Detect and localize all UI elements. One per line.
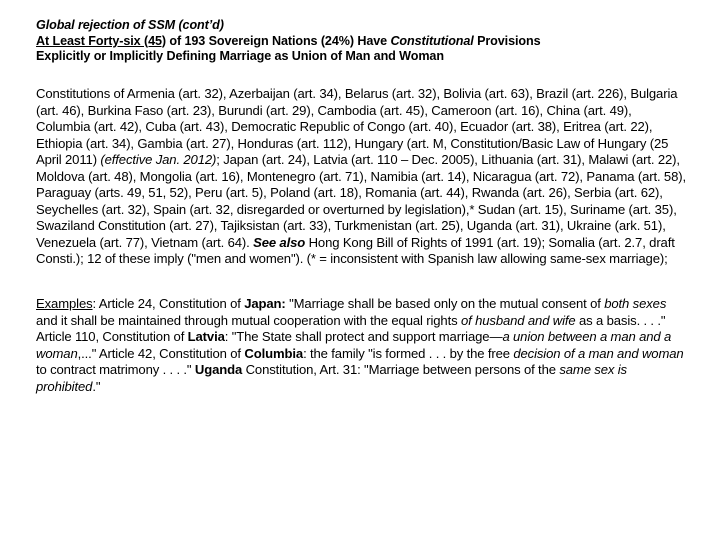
slide-body xyxy=(36,86,687,395)
title-text-end: Provisions xyxy=(473,33,541,48)
p2-seg-12: ,..." Article 42, Constitution of xyxy=(77,345,245,361)
p2-quote-decision-man-woman: decision of a man and woman xyxy=(513,345,684,361)
p1-seg-see-also: See also xyxy=(253,234,306,250)
p2-seg-20: ." xyxy=(92,378,101,394)
p2-seg-6: and it shall be maintained through mutual cooperation with the equal rights xyxy=(36,312,461,328)
p1-seg-5: Hong Kong Bill of Rights of 1991 (art. 19); Somalia (art. 2.7, draft Consti.); 12 of these imply ("men and women"). (* = inconsistent with Spanish law allowing same-sex marriage); xyxy=(36,234,675,267)
title-text-mid: of 193 Sovereign Nations (24%) Have xyxy=(165,33,391,48)
p1-seg-3: ; Japan (art. 24), Latvia (art. 110 – Dec. 2005), Lithuania (art. 31), Malawi (art. 22), Moldova (art. 48), Mongolia (art. 16), Montenegro (art. 71), Namibia (art. 14), Nicaragua (art. 72), Panama (art. 58), Paraguay (arts. 49, 51, 52), Peru (art. 5), Poland (art. 18), Romania (art. 44), Rwanda (art. 26), Serbia (art. 62), Seychelles (art. 32), Spain (art. 32, disregarded or overturned by legislation),* Sudan (art. 15), Suriname (art. 35), Swaziland Constitution (art. 27), Tajiksistan (art. 33), Turkmenistan (art. 25), Uganda (art. 31), Ukraine (ark. 51), Venezuela (art. 77), Vietnam (art. 64). xyxy=(36,152,687,250)
p2-country-columbia: Columbia xyxy=(244,345,304,361)
p2-seg-8: as a basis. . . ." Article 110, Constitution of xyxy=(36,312,666,345)
p2-seg-16: to contract matrimony . . . ." xyxy=(36,362,195,378)
paragraph-examples xyxy=(36,296,687,395)
p2-seg-4: "Marriage shall be based only on the mutual consent of xyxy=(285,296,605,312)
p2-quote-both-sexes: both sexes xyxy=(604,296,667,312)
slide-title-line-1 xyxy=(36,34,686,50)
p2-label-examples: Examples xyxy=(36,296,93,312)
slide-kicker: Global rejection of SSM (cont’d) xyxy=(36,18,224,32)
p2-country-uganda: Uganda xyxy=(194,362,243,378)
p2-quote-union-man-woman: a union between a man and a woman xyxy=(36,329,672,361)
p2-seg-2: : Article 24, Constitution of xyxy=(92,296,245,312)
p2-seg-18: Constitution, Art. 31: "Marriage between persons of the xyxy=(242,362,560,378)
p2-seg-14: : the family "is formed . . . by the free xyxy=(303,345,514,361)
p2-quote-same-sex-prohibited: same sex is prohibited xyxy=(36,362,627,394)
p2-quote-husband-wife: of husband and wife xyxy=(460,312,576,328)
slide-title-line-2: Explicitly or Implicitly Defining Marriage as Union of Man and Woman xyxy=(36,49,444,64)
p2-country-japan: Japan: xyxy=(244,296,286,312)
p1-seg-1: Constitutions of Armenia (art. 32), Azerbaijan (art. 34), Belarus (art. 32), Bolivia (art. 63), Brazil (art. 226), Bulgaria (art. 46), Burkina Faso (art. 23), Burundi (art. 29), Cambodia (art. 45), Cameroon (art. 16), China (art. 49), Columbia (art. 42), Cuba (art. 43), Democratic Republic of Congo (art. 40), Ecuador (art. 38), Eritrea (art. 22), Ethiopia (art. 34), Gambia (art. 27), Honduras (art. 112), Hungary (art. M, Constitution/Basic Law of Hungary (25 April 2011) xyxy=(36,86,678,168)
p2-seg-10: : "The State shall protect and support marriage— xyxy=(224,329,503,345)
p2-country-latvia: Latvia xyxy=(187,329,225,345)
p1-seg-effective-date: (effective Jan. 2012) xyxy=(100,152,217,168)
slide-title-block xyxy=(36,18,686,65)
title-underlined-count: At Least Forty-six (45) xyxy=(36,33,166,48)
paragraph-constitutions-list xyxy=(36,86,687,268)
title-italic-constitutional: Constitutional xyxy=(390,33,474,48)
